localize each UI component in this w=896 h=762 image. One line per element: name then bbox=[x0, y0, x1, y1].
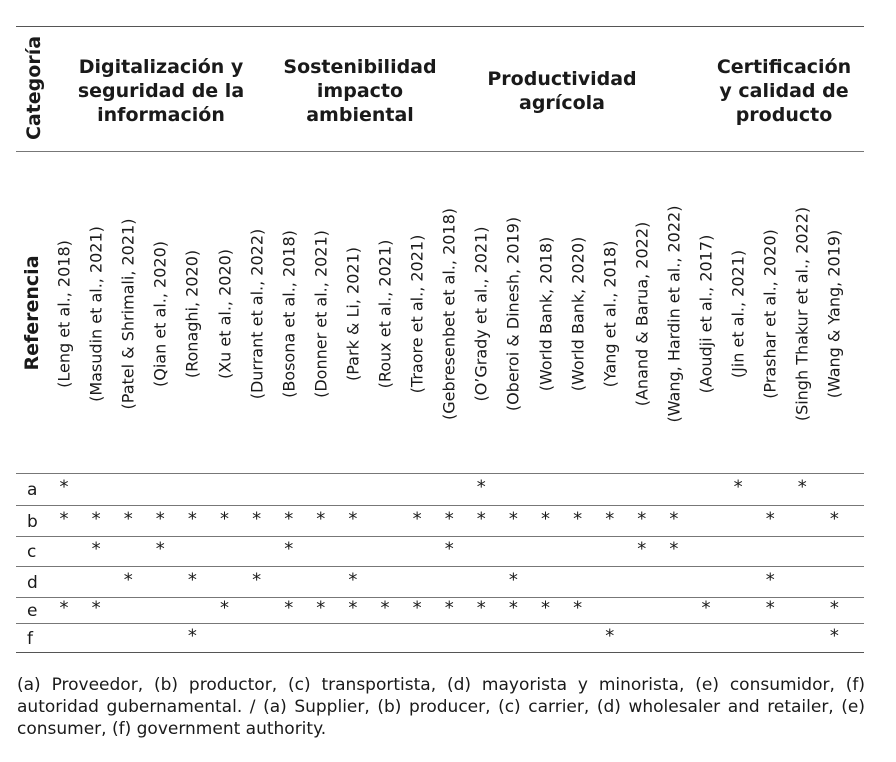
mark-asterisk: * bbox=[637, 508, 647, 529]
references-divider bbox=[16, 473, 864, 474]
mark-asterisk: * bbox=[59, 476, 69, 498]
group-title-line: y calidad de bbox=[719, 80, 849, 102]
reference-label: (Bosona et al., 2018) bbox=[279, 230, 299, 398]
mark-asterisk: * bbox=[797, 476, 807, 498]
row-divider bbox=[16, 623, 864, 624]
reference-label: (Anand & Barua, 2022) bbox=[632, 221, 652, 407]
mark-asterisk: * bbox=[220, 597, 229, 619]
header-divider bbox=[16, 151, 864, 152]
reference-label: (Durrant et al., 2022) bbox=[247, 228, 267, 400]
group-title-line: seguridad de la bbox=[77, 80, 245, 102]
reference-label: (Patel & Shrimali, 2021) bbox=[118, 218, 138, 410]
mark-asterisk: * bbox=[829, 625, 839, 646]
row-divider bbox=[16, 566, 864, 567]
mark-asterisk: * bbox=[316, 597, 326, 619]
reference-label: (Roux et al., 2021) bbox=[375, 239, 395, 389]
row-label: d bbox=[27, 572, 38, 593]
mark-asterisk: * bbox=[59, 597, 69, 619]
group-title-line: producto bbox=[735, 104, 833, 126]
reference-label: (Wang, Hardin et al., 2022) bbox=[664, 205, 684, 423]
mark-asterisk: * bbox=[829, 508, 839, 529]
mark-asterisk: * bbox=[316, 508, 326, 529]
group-title bbox=[283, 55, 436, 127]
mark-asterisk: * bbox=[412, 597, 422, 619]
row-label: b bbox=[27, 511, 38, 532]
mark-asterisk: * bbox=[573, 597, 583, 619]
mark-asterisk: * bbox=[284, 508, 294, 529]
row-divider bbox=[16, 652, 864, 653]
mark-asterisk: * bbox=[155, 508, 165, 529]
reference-label: (Park & Li, 2021) bbox=[343, 247, 363, 381]
mark-asterisk: * bbox=[541, 597, 550, 619]
mark-asterisk: * bbox=[765, 508, 775, 529]
mark-asterisk: * bbox=[508, 569, 518, 590]
mark-asterisk: * bbox=[541, 508, 550, 529]
mark-asterisk: * bbox=[829, 597, 839, 619]
referencia-header: Referencia bbox=[21, 255, 43, 371]
row-divider bbox=[16, 597, 864, 598]
group-title-line: agrícola bbox=[519, 92, 605, 114]
mark-asterisk: * bbox=[733, 476, 743, 498]
group-title bbox=[717, 55, 851, 127]
mark-asterisk: * bbox=[91, 508, 101, 529]
reference-label: (Masudin et al., 2021) bbox=[86, 226, 106, 402]
mark-asterisk: * bbox=[476, 597, 486, 619]
mark-asterisk: * bbox=[765, 569, 775, 590]
mark-asterisk: * bbox=[348, 508, 358, 529]
table-top-rule bbox=[16, 26, 864, 27]
reference-label: (Aoudji et al., 2017) bbox=[696, 234, 716, 394]
mark-asterisk: * bbox=[412, 508, 422, 529]
mark-asterisk: * bbox=[123, 569, 133, 590]
row-label: f bbox=[27, 628, 33, 649]
mark-asterisk: * bbox=[380, 597, 390, 619]
reference-label: (Yang et al., 2018) bbox=[600, 240, 620, 388]
mark-asterisk: * bbox=[252, 508, 262, 529]
mark-asterisk: * bbox=[669, 508, 679, 529]
mark-asterisk: * bbox=[91, 538, 101, 560]
mark-asterisk: * bbox=[605, 508, 615, 529]
reference-label: (Singh Thakur et al., 2022) bbox=[792, 206, 812, 422]
reference-label: (World Bank, 2018) bbox=[536, 236, 555, 392]
mark-asterisk: * bbox=[155, 538, 165, 560]
reference-label: (Leng et al., 2018) bbox=[54, 240, 74, 388]
mark-asterisk: * bbox=[284, 538, 294, 560]
mark-asterisk: * bbox=[284, 597, 294, 619]
mark-asterisk: * bbox=[444, 538, 454, 560]
mark-asterisk: * bbox=[444, 508, 454, 529]
row-divider bbox=[16, 505, 864, 506]
reference-label: (Donner et al., 2021) bbox=[311, 230, 331, 398]
reference-label: (Ronaghi, 2020) bbox=[182, 249, 202, 379]
categoria-header: Categoría bbox=[23, 35, 45, 141]
mark-asterisk: * bbox=[637, 538, 647, 560]
mark-asterisk: * bbox=[187, 625, 197, 646]
mark-asterisk: * bbox=[508, 508, 518, 529]
reference-label: (Gebresenbet et al., 2018) bbox=[439, 207, 459, 421]
reference-label: (Xu et al., 2020) bbox=[215, 248, 234, 380]
mark-asterisk: * bbox=[701, 597, 711, 619]
group-title-line: Certificación bbox=[716, 56, 852, 78]
mark-asterisk: * bbox=[348, 597, 358, 619]
group-title bbox=[78, 55, 244, 127]
mark-asterisk: * bbox=[123, 508, 133, 529]
row-divider bbox=[16, 536, 864, 537]
mark-asterisk: * bbox=[220, 508, 229, 529]
reference-label: (O’Grady et al., 2021) bbox=[471, 226, 491, 402]
mark-asterisk: * bbox=[187, 569, 197, 590]
reference-label: (World Bank, 2020) bbox=[568, 236, 588, 392]
mark-asterisk: * bbox=[476, 476, 486, 498]
mark-asterisk: * bbox=[59, 508, 69, 529]
mark-asterisk: * bbox=[669, 538, 679, 560]
mark-asterisk: * bbox=[573, 508, 583, 529]
reference-label: (Wang & Yang, 2019) bbox=[824, 229, 844, 399]
group-title-line: impacto bbox=[316, 80, 404, 102]
group-title-line: información bbox=[97, 104, 225, 126]
mark-asterisk: * bbox=[91, 597, 101, 619]
reference-label: (Jin et al., 2021) bbox=[728, 249, 748, 379]
row-label: c bbox=[27, 542, 37, 562]
row-label: e bbox=[27, 601, 38, 621]
reference-label: (Qian et al., 2020) bbox=[150, 241, 170, 387]
mark-asterisk: * bbox=[348, 569, 358, 590]
mark-asterisk: * bbox=[508, 597, 518, 619]
mark-asterisk: * bbox=[476, 508, 486, 529]
mark-asterisk: * bbox=[444, 597, 454, 619]
group-title-line: Sostenibilidad bbox=[283, 56, 437, 78]
table-footnote: (a) Proveedor, (b) productor, (c) transportista, (d) mayorista y minorista, (e) consumidor, (f) autoridad gubernamental. / (a) Supplier, (b) producer, (c) carrier, (d) wholesaler and retailer, (e) consumer, (f) government authority. bbox=[17, 675, 865, 739]
group-title-line: Productividad bbox=[487, 68, 637, 90]
reference-label: (Oberoi & Dinesh, 2019) bbox=[503, 216, 523, 412]
group-title-line: ambiental bbox=[306, 104, 414, 126]
mark-asterisk: * bbox=[252, 569, 262, 590]
reference-label: (Prashar et al., 2020) bbox=[760, 229, 780, 399]
row-label: a bbox=[27, 480, 38, 500]
reference-label: (Traore et al., 2021) bbox=[407, 234, 427, 394]
group-title bbox=[487, 67, 636, 115]
group-title-line: Digitalización y bbox=[78, 56, 244, 78]
mark-asterisk: * bbox=[187, 508, 197, 529]
mark-asterisk: * bbox=[765, 597, 775, 619]
mark-asterisk: * bbox=[605, 625, 615, 646]
